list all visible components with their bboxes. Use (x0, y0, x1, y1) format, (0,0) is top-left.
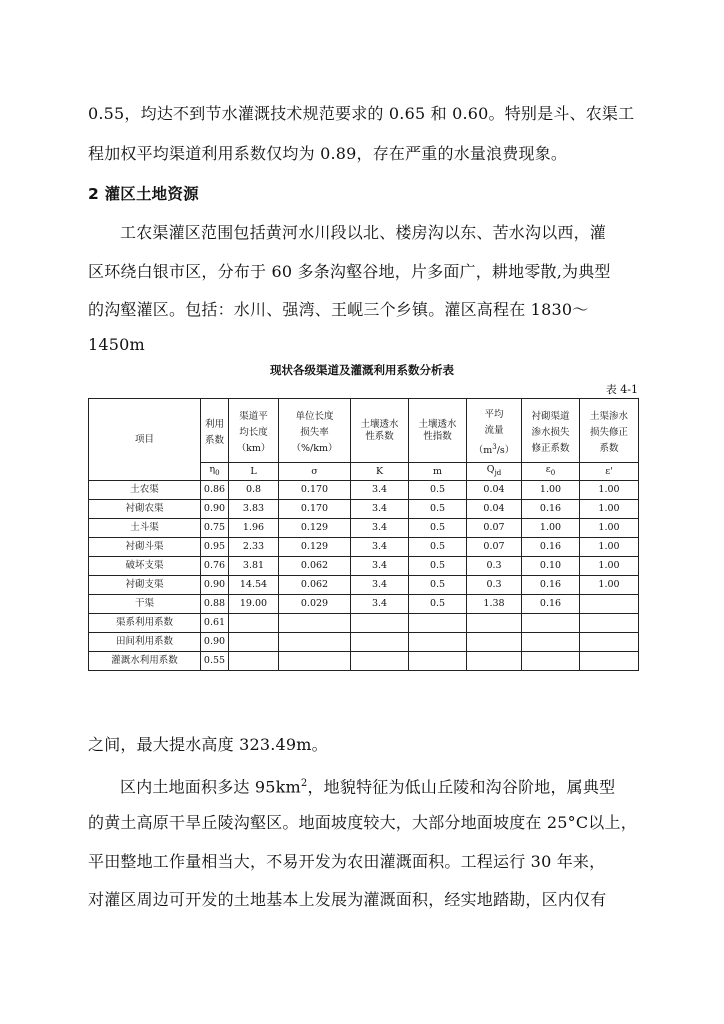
paragraph-line: 的沟壑灌区。包括：水川、强湾、王岘三个乡镇。灌区高程在 1830～ (88, 300, 589, 319)
paragraph-line: 区环绕白银市区，分布于 60 多条沟壑谷地，片多面广，耕地零散,为典型 (88, 262, 611, 281)
table-cell: 3.4 (351, 576, 409, 595)
table-cell: 0.86 (201, 481, 229, 500)
table-cell (351, 652, 409, 671)
table-row (89, 633, 639, 652)
table-cell: 19.00 (229, 595, 279, 614)
table-cell (467, 614, 522, 633)
table-cell: 0.90 (201, 500, 229, 519)
table-cell: 1.00 (580, 557, 639, 576)
table-caption: 现状各级渠道及灌溉利用系数分析表 (270, 363, 454, 377)
table-cell: 0.90 (201, 576, 229, 595)
table-cell (279, 633, 351, 652)
table-cell (580, 652, 639, 671)
table-cell: 0.95 (201, 538, 229, 557)
table-cell (522, 652, 580, 671)
channel-coefficient-table (88, 398, 639, 671)
table-cell (467, 633, 522, 652)
table-cell: 0.16 (522, 538, 580, 557)
table-cell: 3.81 (229, 557, 279, 576)
row-label: 干渠 (89, 595, 201, 614)
symbol-eta: $\eta_0$ (201, 463, 229, 481)
paragraph-line: 平田整地工作量相当大，不易开发为农田灌溉面积。工程运行 30 年来， (88, 852, 606, 871)
row-label: 破坏支渠 (89, 557, 201, 576)
paragraph-line: 程加权平均渠道利用系数仅均为 0.89，存在严重的水量浪费现象。 (88, 144, 568, 163)
table-cell: 1.38 (467, 595, 522, 614)
header-avg-length: 渠道平 均长度 （km） (229, 399, 279, 463)
table-cell: 1.00 (580, 538, 639, 557)
table-row (89, 538, 639, 557)
header-earth-correction: 土渠渗水 损失修正 系数 (580, 399, 639, 463)
table-cell: 0.16 (522, 595, 580, 614)
table-cell: 3.4 (351, 538, 409, 557)
table-body (89, 481, 639, 671)
header-lined-correction: 衬砌渠道 渗水损失 修正系数 (522, 399, 580, 463)
table-cell: 14.54 (229, 576, 279, 595)
table-cell (580, 595, 639, 614)
table-cell (351, 633, 409, 652)
table-cell: 1.00 (522, 519, 580, 538)
table-cell: 0.16 (522, 576, 580, 595)
table-cell: 3.4 (351, 500, 409, 519)
table-cell: 3.4 (351, 595, 409, 614)
table-cell: 0.8 (229, 481, 279, 500)
paragraph-line: 区内土地面积多达 $95km^2$，地貌特征为低山丘陵和沟谷阶地，属典型 (120, 777, 616, 797)
table-cell (229, 652, 279, 671)
table-number: 表 4-1 (605, 383, 638, 396)
row-label: 渠系利用系数 (89, 614, 201, 633)
table-cell: 0.5 (409, 557, 467, 576)
table-cell (229, 614, 279, 633)
table-cell: 0.75 (201, 519, 229, 538)
table-cell (351, 614, 409, 633)
header-permeability-coef: 土壤透水 性系数 (351, 399, 409, 463)
paragraph-line: 之间，最大提水高度 323.49m。 (88, 735, 328, 754)
table-cell: 0.76 (201, 557, 229, 576)
table-cell: 3.4 (351, 519, 409, 538)
table-cell: 0.3 (467, 557, 522, 576)
paragraph-line: 的黄土高原干旱丘陵沟壑区。地面坡度较大，大部分地面坡度在 25°C以上， (88, 813, 637, 832)
table-row (89, 557, 639, 576)
table-cell: 1.00 (580, 481, 639, 500)
table-cell: 0.04 (467, 500, 522, 519)
table-cell: 0.61 (201, 614, 229, 633)
table-cell: 0.170 (279, 500, 351, 519)
header-item: 项目 (89, 399, 201, 481)
table-header-row (89, 399, 639, 463)
header-permeability-index: 土壤透水 性指数 (409, 399, 467, 463)
paragraph-line: 工农渠灌区范围包括黄河水川段以北、楼房沟以东、苦水沟以西，灌 (120, 223, 607, 242)
table-cell: 1.00 (580, 500, 639, 519)
table-cell: 1.00 (580, 519, 639, 538)
row-label: 衬砌斗渠 (89, 538, 201, 557)
row-label: 土农渠 (89, 481, 201, 500)
table-cell: 0.88 (201, 595, 229, 614)
header-avg-flow: 平均 流量 $(m^3/s)$ (467, 399, 522, 463)
table-cell: 0.5 (409, 481, 467, 500)
table-cell: 2.33 (229, 538, 279, 557)
paragraph-line: 对灌区周边可开发的土地基本上发展为灌溉面积，经实地踏勘，区内仅有 (88, 890, 607, 909)
table-row (89, 652, 639, 671)
table-cell: 1.96 (229, 519, 279, 538)
table-cell (580, 614, 639, 633)
table-row (89, 500, 639, 519)
header-utilization: 利用 系数 (201, 399, 229, 463)
table-cell (580, 633, 639, 652)
symbol-m: m (409, 463, 467, 481)
table-cell: 0.5 (409, 576, 467, 595)
table-cell (409, 614, 467, 633)
table-cell (409, 633, 467, 652)
table-cell: 0.90 (201, 633, 229, 652)
table-cell: 1.00 (522, 481, 580, 500)
table-cell: 0.3 (467, 576, 522, 595)
table-cell (522, 614, 580, 633)
table-cell: 3.4 (351, 557, 409, 576)
table-cell: 0.129 (279, 538, 351, 557)
symbol-l: L (229, 463, 279, 481)
symbol-k: K (351, 463, 409, 481)
header-loss-rate: 单位长度 损失率 （%/km） (279, 399, 351, 463)
table-cell: 0.55 (201, 652, 229, 671)
paragraph-line: 0.55，均达不到节水灌溉技术规范要求的 0.65 和 0.60。特别是斗、农渠工 (88, 104, 635, 123)
table-cell (279, 652, 351, 671)
row-label: 衬砌农渠 (89, 500, 201, 519)
table-cell (522, 633, 580, 652)
symbol-epsilon-prime: ε' (580, 463, 639, 481)
table-cell: 3.83 (229, 500, 279, 519)
table-row (89, 595, 639, 614)
table-cell: 0.07 (467, 519, 522, 538)
table-cell: 0.5 (409, 500, 467, 519)
symbol-q: $Q_{jd}$ (467, 463, 522, 481)
table-cell: 0.129 (279, 519, 351, 538)
table-cell (279, 614, 351, 633)
table-cell: 0.10 (522, 557, 580, 576)
section-heading: 2 灌区土地资源 (88, 185, 199, 203)
table-cell (229, 633, 279, 652)
table-cell: 1.00 (580, 576, 639, 595)
row-label: 衬砌支渠 (89, 576, 201, 595)
table-cell: 0.062 (279, 557, 351, 576)
table-cell (409, 652, 467, 671)
table-cell (467, 652, 522, 671)
table-cell: 0.04 (467, 481, 522, 500)
table-cell: 3.4 (351, 481, 409, 500)
row-label: 田间利用系数 (89, 633, 201, 652)
table-cell: 0.16 (522, 500, 580, 519)
symbol-sigma: σ (279, 463, 351, 481)
table-row (89, 614, 639, 633)
row-label: 灌溉水利用系数 (89, 652, 201, 671)
table-cell: 0.5 (409, 595, 467, 614)
table-cell: 0.5 (409, 538, 467, 557)
table-cell: 0.5 (409, 519, 467, 538)
paragraph-line: 1450m (88, 335, 145, 354)
table-cell: 0.029 (279, 595, 351, 614)
table-cell: 0.07 (467, 538, 522, 557)
table-row (89, 481, 639, 500)
table-row (89, 519, 639, 538)
table-cell: 0.062 (279, 576, 351, 595)
row-label: 土斗渠 (89, 519, 201, 538)
symbol-epsilon: $\varepsilon_0$ (522, 463, 580, 481)
table-cell: 0.170 (279, 481, 351, 500)
table-row (89, 576, 639, 595)
